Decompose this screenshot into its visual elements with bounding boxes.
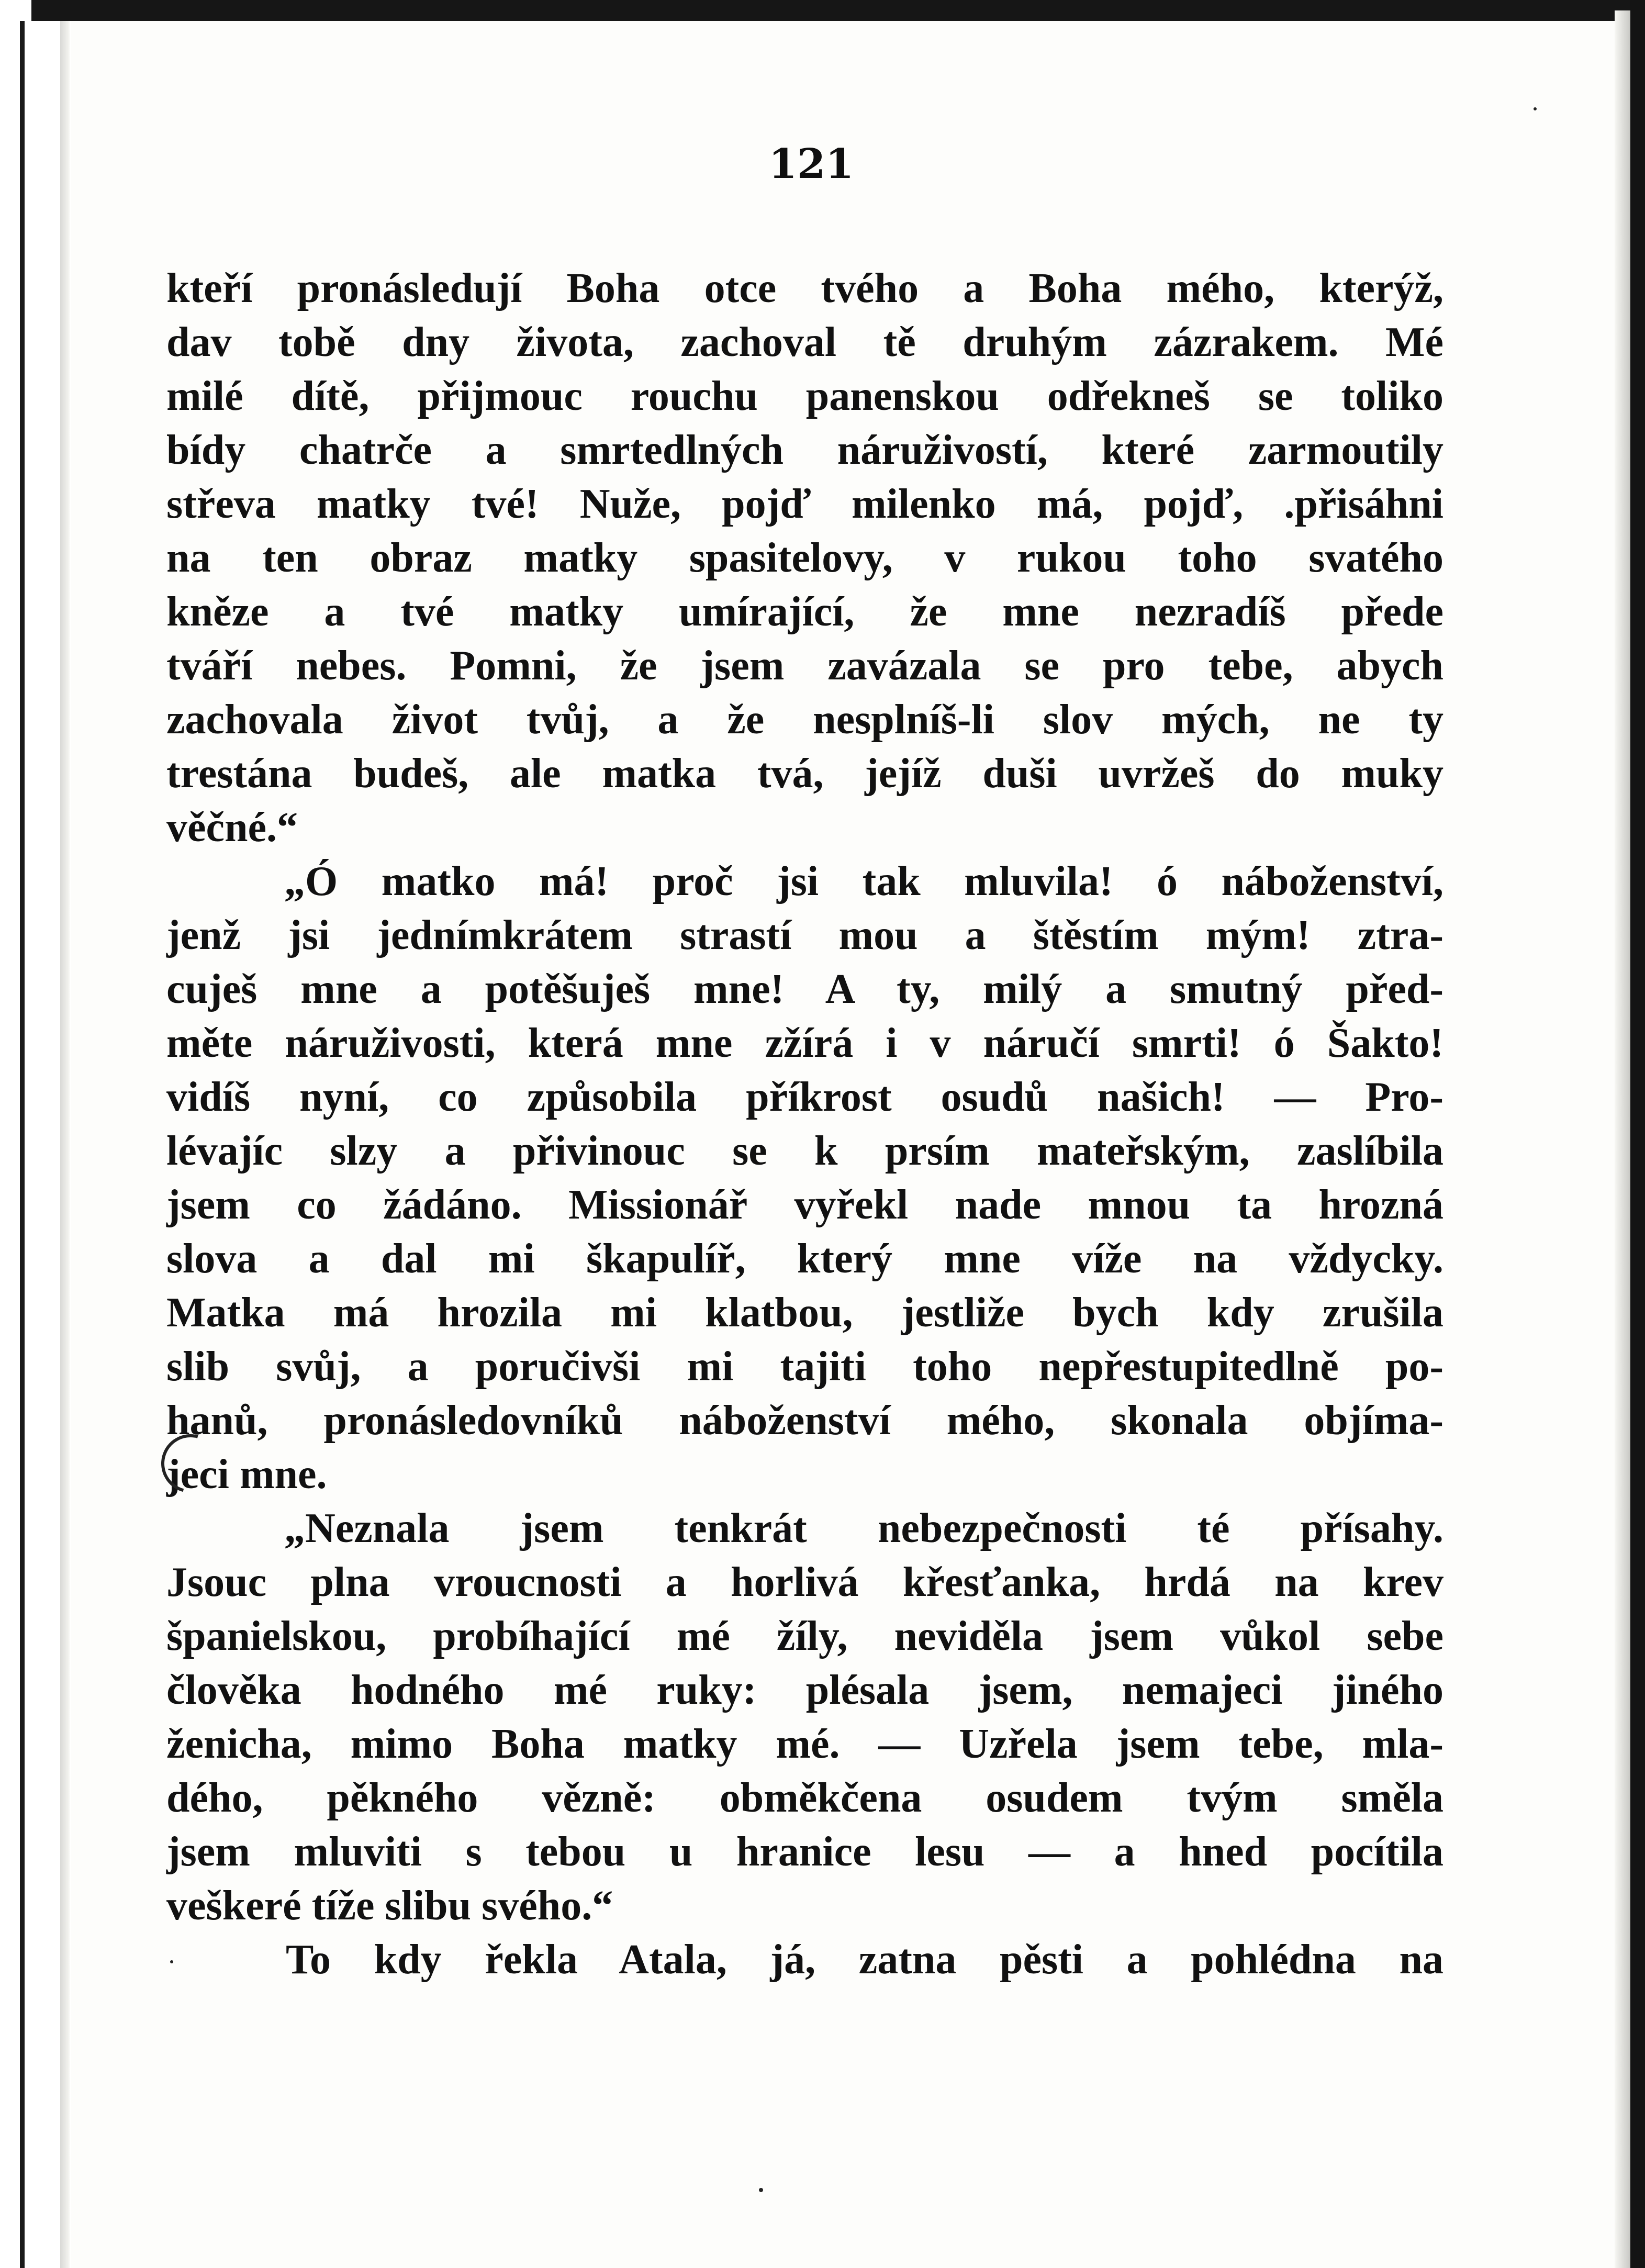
left-edge-shadow xyxy=(60,10,70,2268)
text-line: jenž jsi jednímkrátem strastí mou a štěstím mým! ztra- xyxy=(166,912,1443,958)
text-line: měte náruživosti, která mne zžírá i v náručí smrti! ó Šakto! xyxy=(166,1020,1443,1066)
text-line: jsem co žádáno. Missionář vyřekl nade mnou ta hrozná xyxy=(166,1182,1443,1228)
text-line: na ten obraz matky spasitelovy, v rukou toho svatého xyxy=(166,535,1443,581)
text-line: jeci mne. xyxy=(166,1451,327,1498)
text-line: slib svůj, a poručivši mi tajiti toho nepřestupitedlně po- xyxy=(166,1344,1443,1390)
text-line: lévajíc slzy a přivinouc se k prsím mateřským, zaslíbila xyxy=(166,1128,1443,1174)
text-line: kněze a tvé matky umírající, že mne nezradíš přede xyxy=(166,589,1443,635)
text-line: bídy chatrče a smrtedlných náruživostí, které zarmoutily xyxy=(166,427,1443,473)
text-line: tváří nebes. Pomni, že jsem zavázala se pro tebe, abych xyxy=(166,643,1443,689)
text-line: vidíš nyní, co způsobila příkrost osudů našich! — Pro- xyxy=(166,1074,1443,1120)
text-line: člověka hodného mé ruky: plésala jsem, nemajeci jiného xyxy=(166,1667,1443,1713)
text-line: „Neznala jsem tenkrát nebezpečnosti té přísahy. xyxy=(284,1505,1443,1551)
page-number: 121 xyxy=(768,140,854,188)
text-line: hanů, pronásledovníků náboženství mého, skonala objíma- xyxy=(166,1398,1443,1444)
text-line: jsem mluviti s tebou u hranice lesu — a hned pocítila xyxy=(166,1829,1443,1875)
text-line: dav tobě dny života, zachoval tě druhým zázrakem. Mé xyxy=(166,319,1443,365)
text-line: To kdy řekla Atala, já, zatna pěsti a pohlédna na xyxy=(286,1937,1443,1983)
text-line: Jsouc plna vroucnosti a horlivá křesťanka, hrdá na krev xyxy=(166,1559,1443,1605)
text-line: milé dítě, přijmouc rouchu panenskou odřekneš se toliko xyxy=(166,373,1443,419)
text-line: kteří pronásledují Boha otce tvého a Boha mého, kterýž, xyxy=(166,265,1443,311)
text-line: veškeré tíže slibu svého.“ xyxy=(166,1883,613,1929)
ink-speck xyxy=(1534,107,1537,110)
text-line: střeva matky tvé! Nuže, pojď milenko má, pojď, .přisáhni xyxy=(166,481,1443,527)
text-line: „Ó matko má! proč jsi tak mluvila! ó náboženství, xyxy=(284,858,1443,904)
text-line: slova a dal mi škapulíř, který mne víže na vždycky. xyxy=(166,1236,1443,1282)
text-line: věčné.“ xyxy=(166,805,298,851)
ink-speck xyxy=(759,2188,763,2192)
text-line: zachovala život tvůj, a že nesplníš-li slov mých, ne ty xyxy=(166,697,1443,743)
text-line: dého, pěkného vězně: obměkčena osudem tvým směla xyxy=(166,1775,1443,1821)
right-scan-edge xyxy=(1630,0,1645,2268)
text-line: trestána budeš, ale matka tvá, jejíž duši uvržeš do muky xyxy=(166,751,1443,797)
text-line: španielskou, probíhající mé žíly, neviděla jsem vůkol sebe xyxy=(166,1613,1443,1659)
text-line: cuješ mne a potěšuješ mne! A ty, milý a smutný před- xyxy=(166,966,1443,1012)
text-line: ženicha, mimo Boha matky mé. — Uzřela jsem tebe, mla- xyxy=(166,1721,1443,1767)
left-scan-edge xyxy=(20,21,25,2268)
body-text xyxy=(166,262,1443,1987)
text-line: Matka má hrozila mi klatbou, jestliže bych kdy zrušila xyxy=(166,1290,1443,1336)
ink-speck xyxy=(170,1960,173,1963)
top-scan-edge xyxy=(31,0,1645,21)
right-edge-shadow xyxy=(1615,10,1630,2268)
